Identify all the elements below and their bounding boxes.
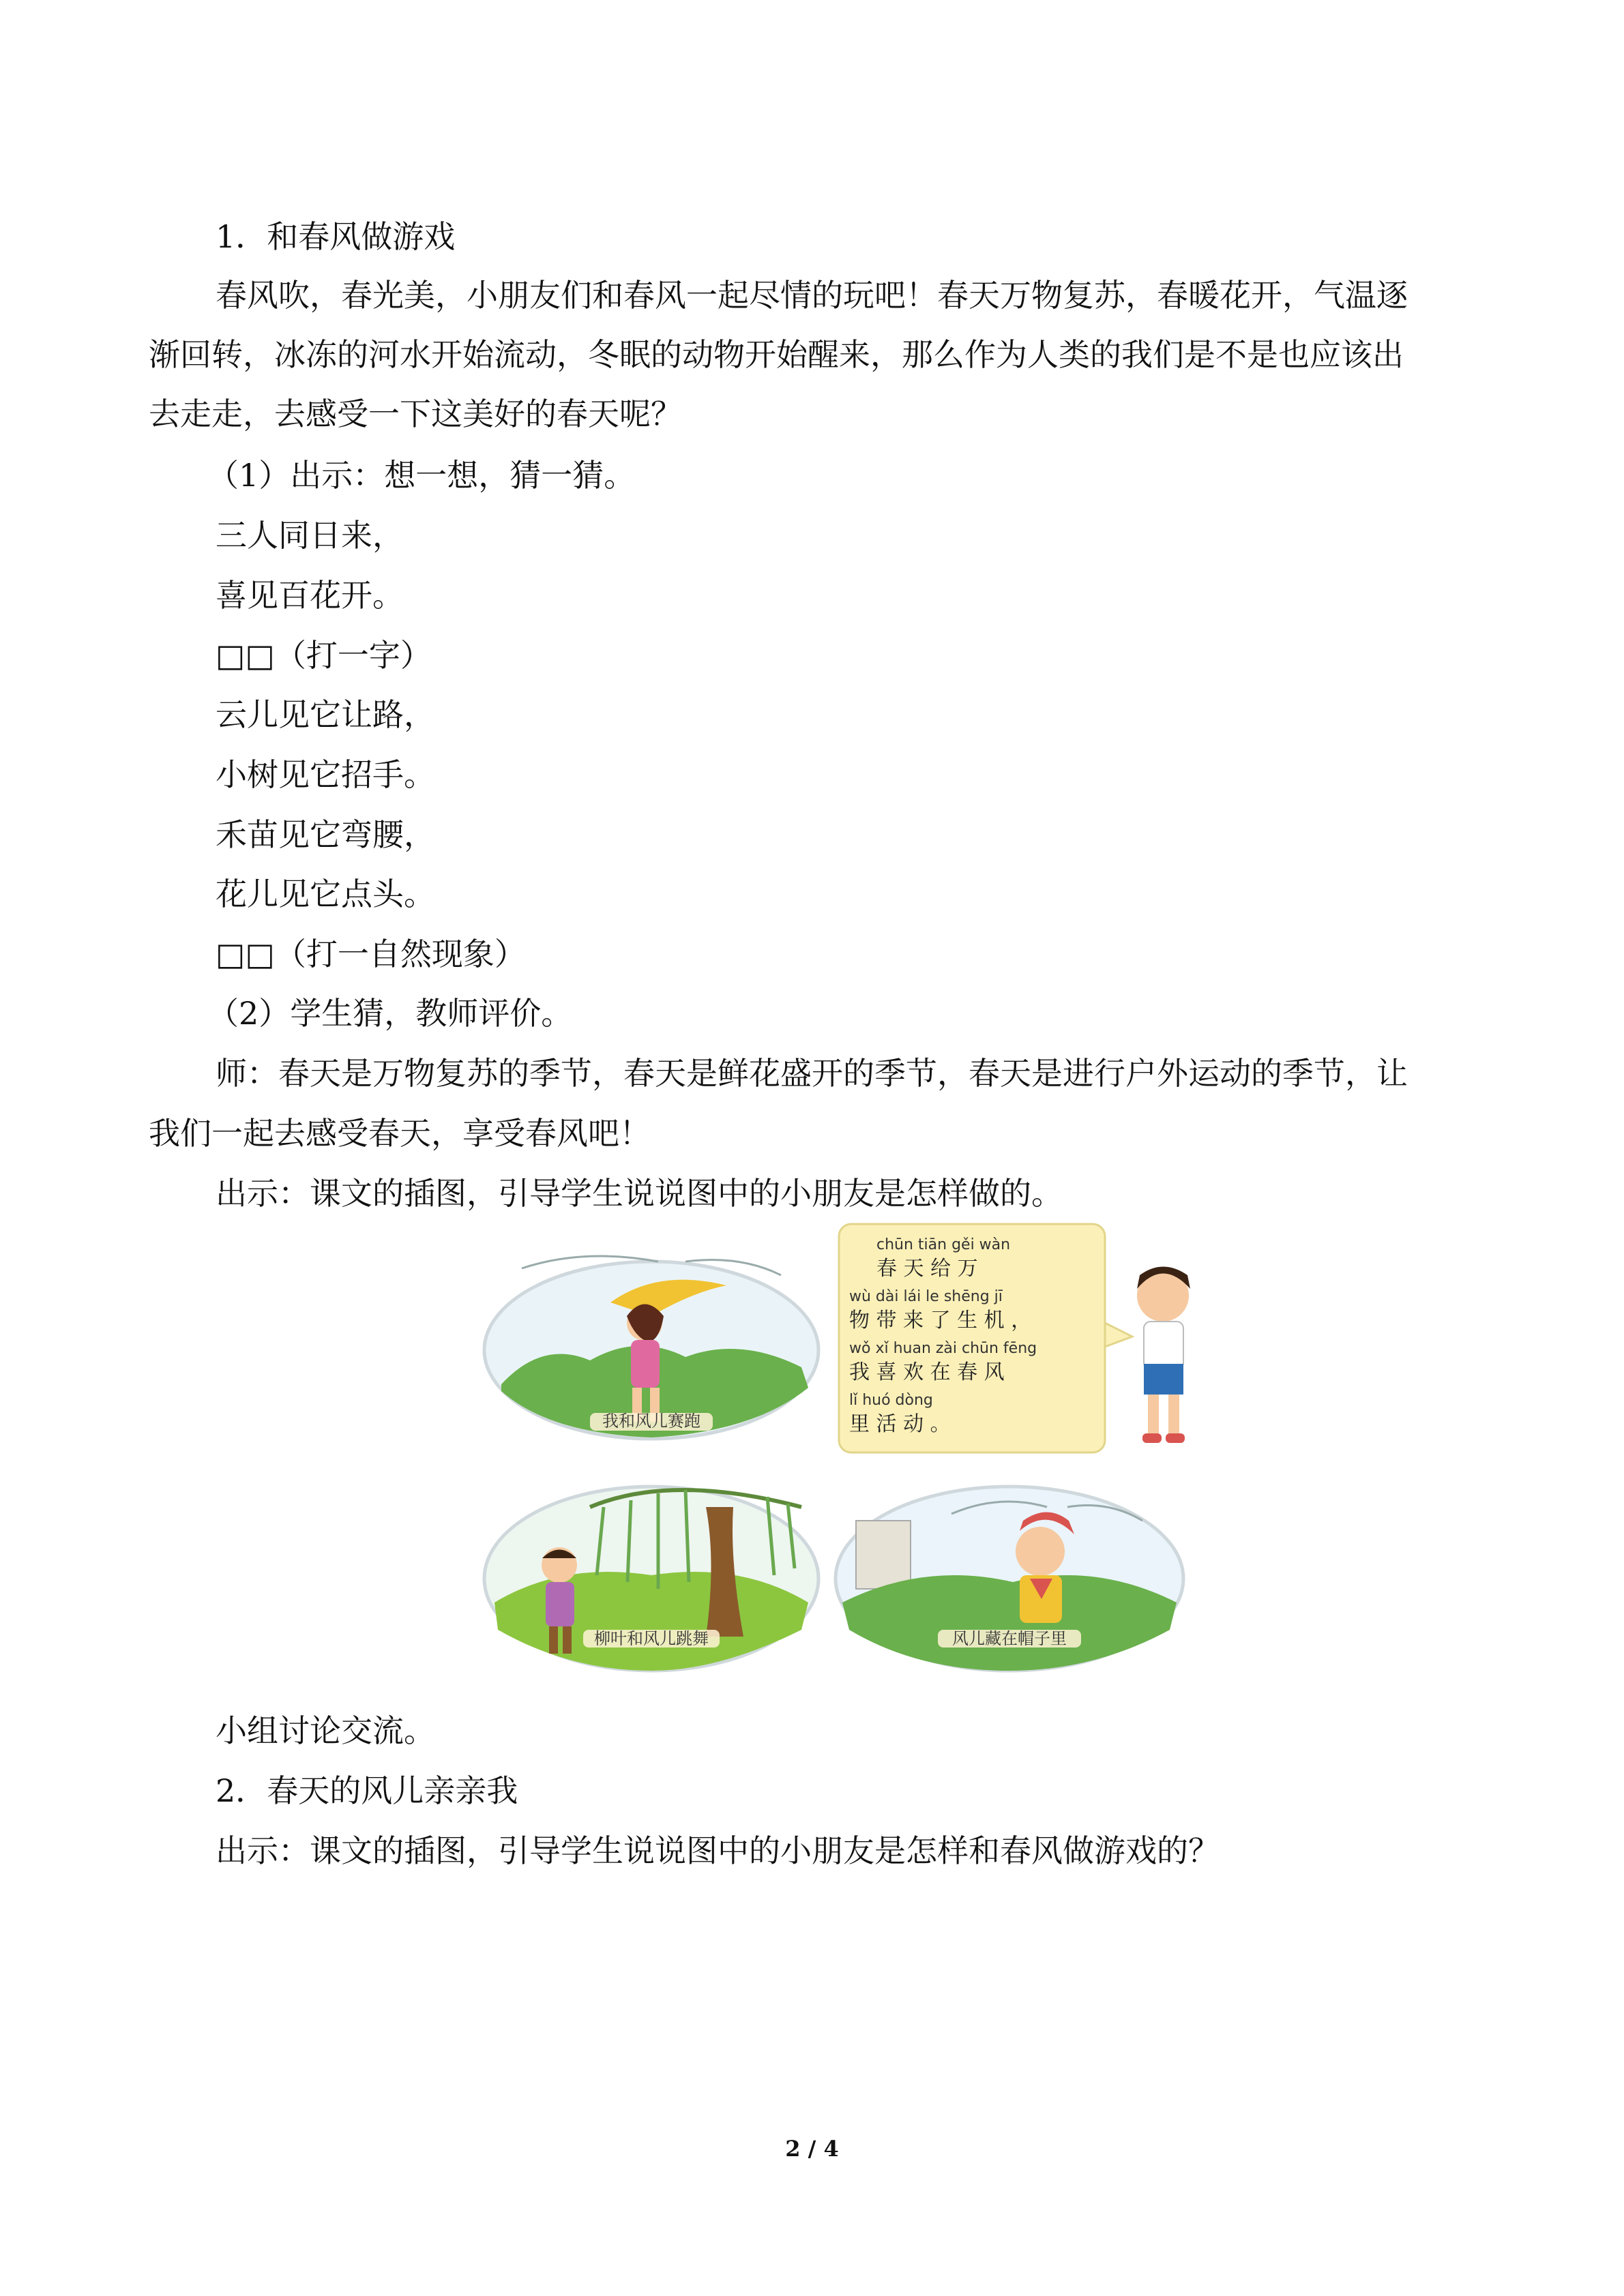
- teacher-paragraph-line1: 师：春天是万物复苏的季节，春天是鲜花盛开的季节，春天是进行户外运动的季节，让: [216, 1055, 1408, 1092]
- section2-heading: 2．春天的风儿亲亲我: [216, 1772, 518, 1809]
- willow-scene: [484, 1487, 818, 1671]
- show-illustration-text: 出示：课文的插图，引导学生说说图中的小朋友是怎样做的。: [216, 1175, 1063, 1212]
- caption-hat: 风儿藏在帽子里: [952, 1629, 1067, 1648]
- step1-text: （1）出示：想一想，猜一猜。: [207, 457, 636, 494]
- running-scene: [484, 1256, 818, 1439]
- intro-paragraph-line3: 去走走，去感受一下这美好的春天呢？: [149, 396, 682, 432]
- bubble-pinyin-line: chūn tiān gěi wàn: [876, 1236, 1011, 1253]
- bubble-pinyin-line: lǐ huó dòng: [849, 1392, 933, 1409]
- bubble-pinyin-line: wù dài lái le shēng jī: [849, 1288, 1003, 1305]
- riddle1-line: 喜见百花开。: [216, 577, 404, 614]
- bubble-pinyin-line: wǒ xǐ huan zài chūn fēng: [849, 1340, 1037, 1357]
- riddle2-line: 花儿见它点头。: [216, 876, 435, 912]
- riddle2-line: 小树见它招手。: [216, 756, 435, 793]
- textbook-illustration: [481, 1221, 1211, 1684]
- page-number: 2 / 4: [785, 2136, 839, 2162]
- section1-heading: 1．和春风做游戏: [216, 218, 456, 255]
- speech-bubble: [839, 1224, 1132, 1452]
- boy-character: [1137, 1267, 1190, 1444]
- riddle2-line: 禾苗见它弯腰，: [216, 816, 435, 853]
- intro-paragraph-line2: 渐回转，冰冻的河水开始流动，冬眠的动物开始醒来，那么作为人类的我们是不是也应该出: [149, 336, 1404, 373]
- show-illustration2-text: 出示：课文的插图，引导学生说说图中的小朋友是怎样和春风做游戏的？: [216, 1832, 1220, 1869]
- bubble-hanzi-line: 我 喜 欢 在 春 风: [849, 1360, 1005, 1384]
- riddle2-line: 云儿见它让路，: [216, 696, 435, 733]
- riddle2-answer: □□（打一自然现象）: [216, 936, 526, 972]
- caption-run: 我和风儿赛跑: [602, 1412, 700, 1431]
- intro-paragraph-line1: 春风吹，春光美，小朋友们和春风一起尽情的玩吧！春天万物复苏，春暖花开，气温逐: [216, 277, 1408, 314]
- group-discuss-text: 小组讨论交流。: [216, 1712, 435, 1749]
- step2-text: （2）学生猜，教师评价。: [207, 995, 573, 1032]
- bubble-hanzi-line: 物 带 来 了 生 机 ，: [849, 1309, 1032, 1332]
- hat-scene: [836, 1487, 1183, 1671]
- caption-willow: 柳叶和风儿跳舞: [594, 1629, 709, 1648]
- bubble-hanzi-line: 里 活 动 。: [849, 1412, 951, 1436]
- bubble-hanzi-line: 春 天 给 万: [876, 1257, 978, 1281]
- teacher-paragraph-line2: 我们一起去感受春天，享受春风吧！: [149, 1115, 651, 1152]
- riddle1-line: 三人同日来，: [216, 517, 404, 554]
- riddle1-answer: □□（打一字）: [216, 637, 432, 674]
